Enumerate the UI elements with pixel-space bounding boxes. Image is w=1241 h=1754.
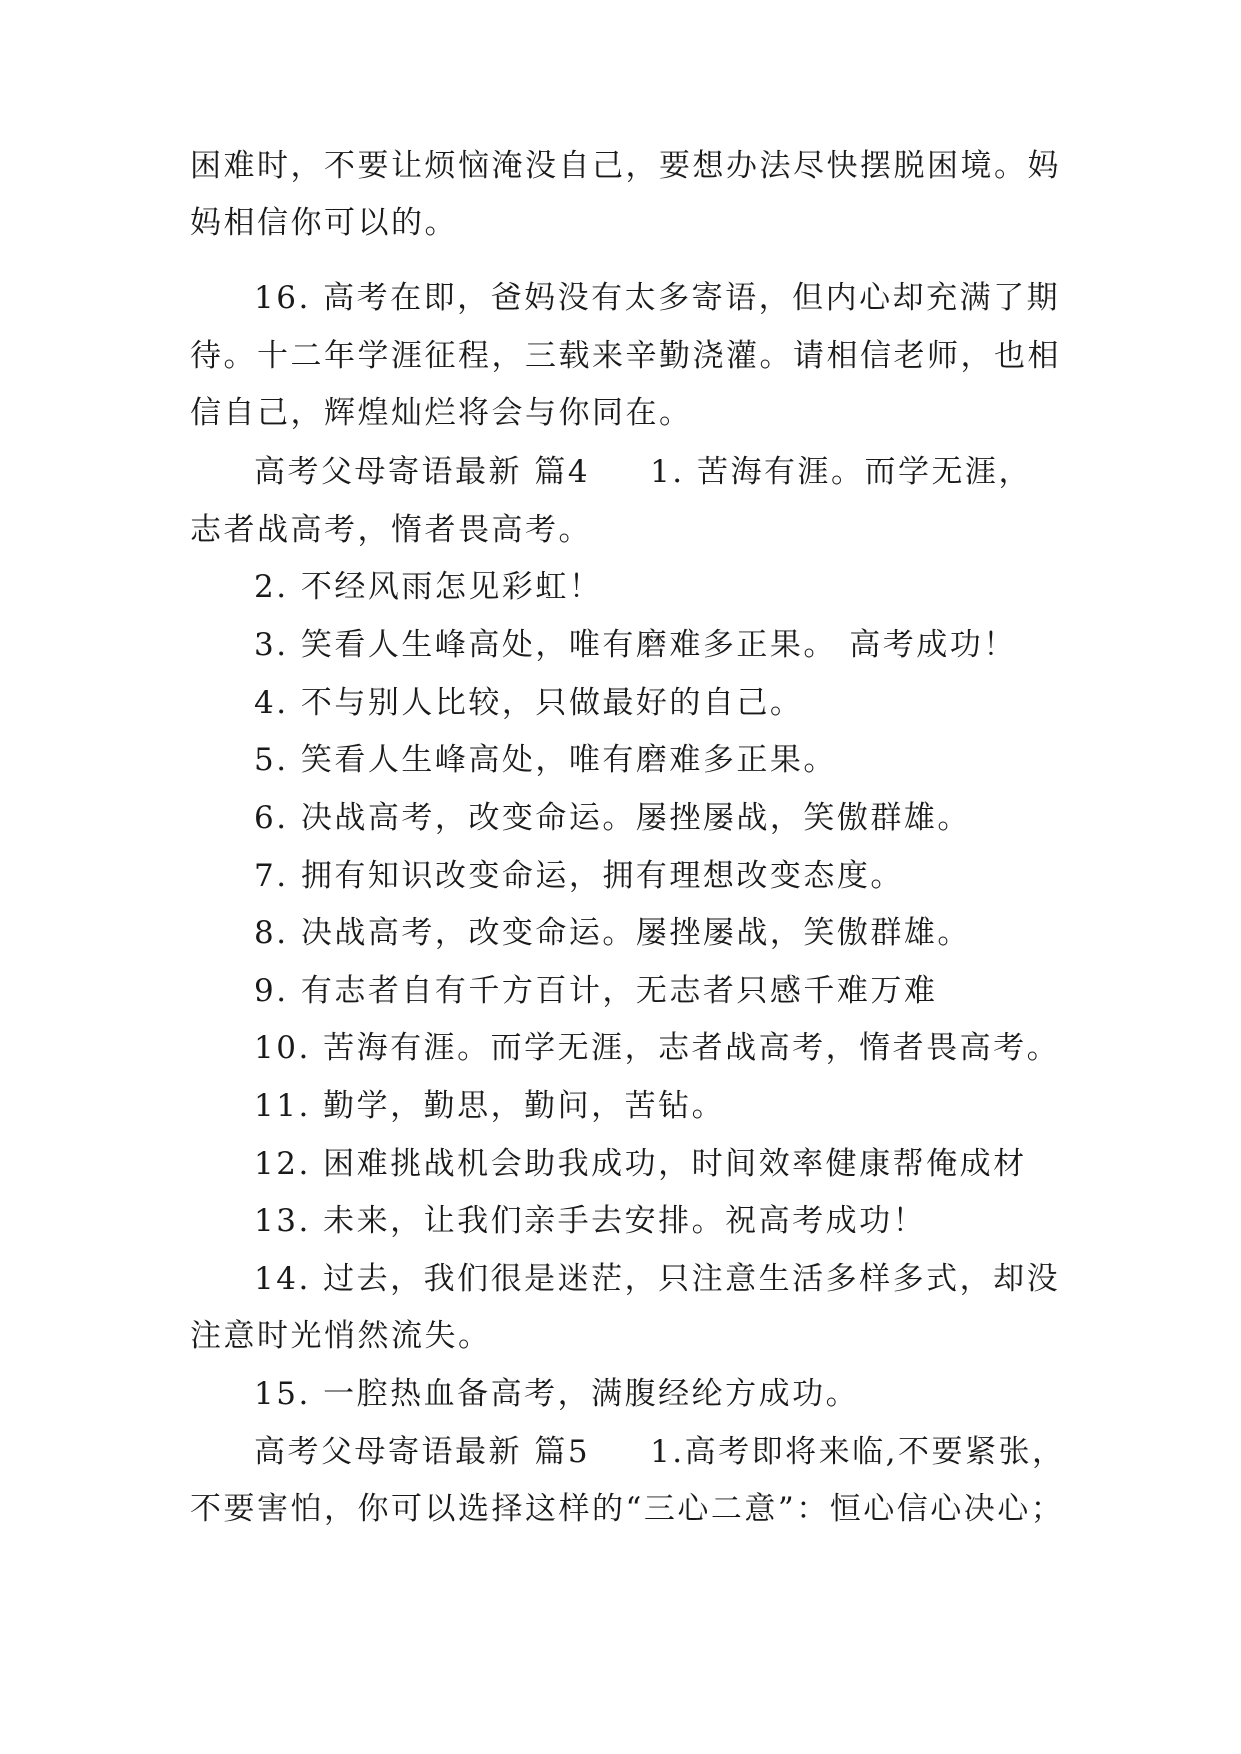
text-line: 志者战高考，惰者畏高考。 xyxy=(190,512,592,548)
list-item: 11. 勤学，勤思，勤问，苦钻。 xyxy=(254,1088,726,1124)
list-item: 5. 笑看人生峰高处，唯有磨难多正果。 xyxy=(254,742,837,778)
text-line: 困难时，不要让烦恼淹没自己，要想办法尽快摆脱困境。妈 xyxy=(190,148,1061,184)
text-line: 1.高考即将来临,不要紧张， xyxy=(650,1434,1066,1470)
list-item: 6. 决战高考，改变命运。屡挫屡战，笑傲群雄。 xyxy=(254,800,971,836)
section-heading: 高考父母寄语最新 篇4 xyxy=(254,454,591,490)
list-item: 2. 不经风雨怎见彩虹！ xyxy=(254,569,603,605)
list-item: 4. 不与别人比较，只做最好的自己。 xyxy=(254,685,804,721)
list-item: 10. 苦海有涯。而学无涯，志者战高考，惰者畏高考。 xyxy=(254,1030,1061,1066)
list-item: 13. 未来，让我们亲手去安排。祝高考成功！ xyxy=(254,1203,927,1239)
text-line: 16. 高考在即，爸妈没有太多寄语，但内心却充满了期 xyxy=(254,280,1061,316)
text-line: 注意时光悄然流失。 xyxy=(190,1318,492,1354)
section-heading: 高考父母寄语最新 篇5 xyxy=(254,1434,591,1470)
text-line: 1. 苦海有涯。而学无涯， xyxy=(650,454,1033,490)
list-item: 9. 有志者自有千方百计，无志者只感千难万难 xyxy=(254,973,938,1009)
list-item: 14. 过去，我们很是迷茫，只注意生活多样多式，却没 xyxy=(254,1261,1061,1297)
text-line: 待。十二年学涯征程，三载来辛勤浇灌。请相信老师，也相 xyxy=(190,338,1061,374)
section-heading-line xyxy=(254,452,1032,492)
text-line: 信自己，辉煌灿烂将会与你同在。 xyxy=(190,395,693,431)
list-item: 12. 困难挑战机会助我成功，时间效率健康帮俺成材 xyxy=(254,1146,1027,1182)
text-line: 妈相信你可以的。 xyxy=(190,205,458,241)
text-line: 不要害怕，你可以选择这样的“三心二意”：恒心信心决心； xyxy=(190,1491,1065,1527)
section-heading-line xyxy=(254,1432,1066,1472)
list-item: 7. 拥有知识改变命运，拥有理想改变态度。 xyxy=(254,858,904,894)
list-item: 8. 决战高考，改变命运。屡挫屡战，笑傲群雄。 xyxy=(254,915,971,951)
list-item: 3. 笑看人生峰高处，唯有磨难多正果。 高考成功！ xyxy=(254,627,1017,663)
list-item: 15. 一腔热血备高考，满腹经纶方成功。 xyxy=(254,1376,860,1412)
